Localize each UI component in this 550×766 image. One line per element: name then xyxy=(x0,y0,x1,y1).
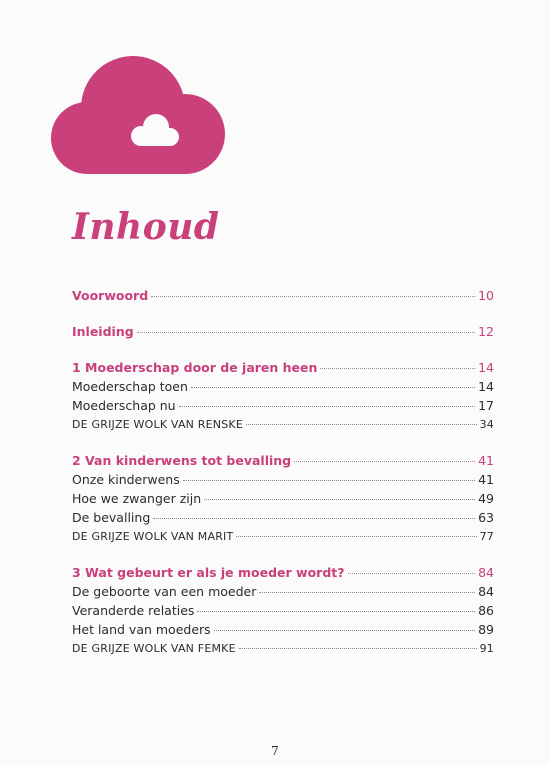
toc-chapter-heading[interactable] xyxy=(72,358,494,377)
toc-entry-page: 10 xyxy=(478,288,494,303)
toc-entry-page: 41 xyxy=(478,453,494,468)
toc-section xyxy=(72,451,494,546)
toc-entry-label: Moederschap toen xyxy=(72,379,188,394)
toc-entry[interactable] xyxy=(72,489,494,508)
toc-entry-page: 89 xyxy=(478,622,494,637)
cloud-icon xyxy=(47,56,225,174)
toc-chapter-heading[interactable] xyxy=(72,451,494,470)
toc-entry-label: DE GRIJZE WOLK VAN MARIT xyxy=(72,530,234,543)
table-of-contents xyxy=(72,286,494,675)
toc-entry[interactable] xyxy=(72,396,494,415)
toc-entry-label: 3 Wat gebeurt er als je moeder wordt? xyxy=(72,565,345,580)
toc-entry-page: 14 xyxy=(478,360,494,375)
toc-entry-label: DE GRIJZE WOLK VAN RENSKE xyxy=(72,418,243,431)
dot-leader xyxy=(259,592,475,593)
toc-entry-label: De bevalling xyxy=(72,510,151,525)
toc-section xyxy=(72,358,494,434)
toc-entry-label: 1 Moederschap door de jaren heen xyxy=(72,360,318,375)
dot-leader xyxy=(137,332,475,333)
toc-entry-label: Hoe we zwanger zijn xyxy=(72,491,202,506)
dot-leader xyxy=(151,296,475,297)
dot-leader xyxy=(294,461,475,462)
toc-entry-label: Inleiding xyxy=(72,324,134,339)
dot-leader xyxy=(183,480,475,481)
toc-entry[interactable] xyxy=(72,620,494,639)
toc-entry[interactable] xyxy=(72,470,494,489)
toc-entry-page: 14 xyxy=(478,379,494,394)
toc-entry-page: 34 xyxy=(479,418,494,431)
toc-entry-page: 84 xyxy=(478,584,494,599)
toc-entry-label: Voorwoord xyxy=(72,288,149,303)
toc-entry[interactable] xyxy=(72,377,494,396)
toc-entry-label: Moederschap nu xyxy=(72,398,176,413)
toc-entry-label: Veranderde relaties xyxy=(72,603,195,618)
toc-entry-label: De geboorte van een moeder xyxy=(72,584,257,599)
dot-leader xyxy=(239,648,477,649)
toc-entry-page: 41 xyxy=(478,472,494,487)
toc-section xyxy=(72,563,494,658)
toc-entry[interactable] xyxy=(72,582,494,601)
dot-leader xyxy=(320,368,475,369)
toc-entry-page: 77 xyxy=(479,530,494,543)
toc-entry-page: 63 xyxy=(478,510,494,525)
toc-entry[interactable] xyxy=(72,527,494,546)
dot-leader xyxy=(214,630,475,631)
toc-entry-page: 49 xyxy=(478,491,494,506)
toc-section xyxy=(72,286,494,305)
toc-entry-page: 91 xyxy=(479,642,494,655)
toc-entry-label: DE GRIJZE WOLK VAN FEMKE xyxy=(72,642,236,655)
toc-chapter-heading[interactable] xyxy=(72,563,494,582)
toc-entry-label: 2 Van kinderwens tot bevalling xyxy=(72,453,292,468)
dot-leader xyxy=(236,536,476,537)
dot-leader xyxy=(191,387,475,388)
toc-entry[interactable] xyxy=(72,601,494,620)
toc-section xyxy=(72,322,494,341)
toc-chapter-heading[interactable] xyxy=(72,322,494,341)
page-title: Inhoud xyxy=(72,206,220,248)
toc-entry-page: 84 xyxy=(478,565,494,580)
toc-entry[interactable] xyxy=(72,508,494,527)
dot-leader xyxy=(246,424,477,425)
toc-entry[interactable] xyxy=(72,639,494,658)
toc-entry[interactable] xyxy=(72,415,494,434)
toc-entry-label: Het land van moeders xyxy=(72,622,211,637)
toc-entry-label: Onze kinderwens xyxy=(72,472,180,487)
toc-entry-page: 86 xyxy=(478,603,494,618)
toc-entry-page: 17 xyxy=(478,398,494,413)
dot-leader xyxy=(153,518,475,519)
dot-leader xyxy=(204,499,475,500)
toc-entry-page: 12 xyxy=(478,324,494,339)
dot-leader xyxy=(179,406,475,407)
toc-chapter-heading[interactable] xyxy=(72,286,494,305)
dot-leader xyxy=(197,611,475,612)
dot-leader xyxy=(348,573,476,574)
page-number: 7 xyxy=(271,744,279,758)
